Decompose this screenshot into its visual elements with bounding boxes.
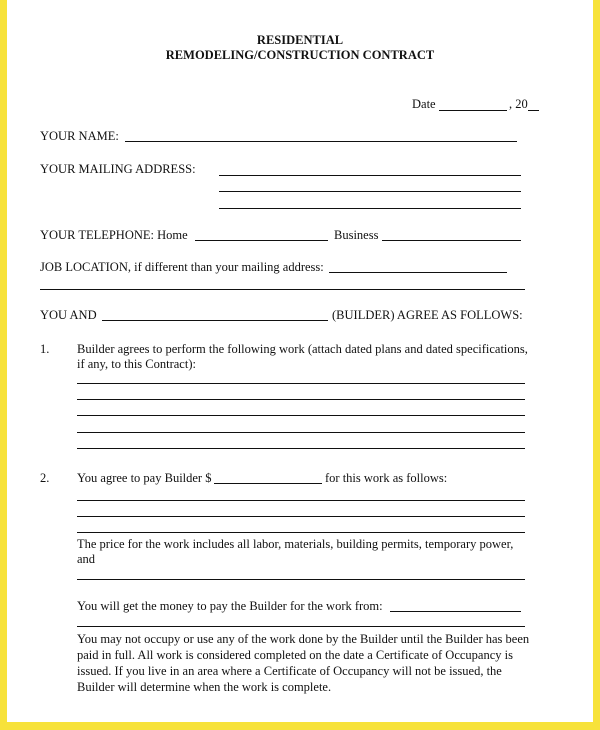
price-includes-field[interactable] bbox=[77, 579, 525, 580]
occupancy-line1: You may not occupy or use any of the work done by the Builder until the Builder has been bbox=[77, 632, 530, 646]
work-description-line-5[interactable] bbox=[77, 448, 525, 449]
pay-for-label: for this work as follows: bbox=[325, 471, 448, 485]
price-includes-line1: The price for the work includes all labor, materials, building permits, temporary power, bbox=[77, 537, 514, 551]
mailing-address-field-2[interactable] bbox=[219, 191, 521, 192]
job-location-label: JOB LOCATION, if different than your mailing address: bbox=[40, 260, 324, 274]
price-includes-line2: and bbox=[77, 552, 96, 566]
item1-text-line1: Builder agrees to perform the following work (attach dated plans and dated specifications, bbox=[77, 342, 528, 356]
money-source-field[interactable] bbox=[390, 611, 521, 612]
money-from-label: You will get the money to pay the Builder for the work from: bbox=[77, 599, 383, 613]
payment-terms-line-2[interactable] bbox=[77, 516, 525, 517]
pay-builder-label: You agree to pay Builder $ bbox=[77, 471, 212, 485]
builder-name-field[interactable] bbox=[102, 320, 328, 321]
occupancy-line2: paid in full. All work is considered completed on the date a Certificate of Occupancy is bbox=[77, 648, 513, 662]
date-year-label: , 20 bbox=[509, 97, 528, 111]
job-location-field-1[interactable] bbox=[329, 272, 507, 273]
your-name-field[interactable] bbox=[125, 141, 517, 142]
telephone-business-field[interactable] bbox=[382, 240, 521, 241]
date-field[interactable] bbox=[439, 110, 507, 111]
date-year-field[interactable] bbox=[528, 110, 539, 111]
your-name-label: YOUR NAME: bbox=[40, 129, 119, 143]
mailing-address-field-3[interactable] bbox=[219, 208, 521, 209]
you-and-label: YOU AND bbox=[40, 308, 97, 322]
telephone-home-label: YOUR TELEPHONE: Home bbox=[40, 228, 188, 242]
payment-terms-line-3[interactable] bbox=[77, 532, 525, 533]
item2-number: 2. bbox=[40, 471, 50, 485]
contract-page bbox=[7, 0, 593, 722]
payment-terms-line-1[interactable] bbox=[77, 500, 525, 501]
work-description-line-2[interactable] bbox=[77, 399, 525, 400]
title-residential: RESIDENTIAL bbox=[256, 33, 344, 47]
money-from-divider bbox=[77, 626, 525, 627]
telephone-business-label: Business bbox=[334, 228, 379, 242]
builder-agree-label: (BUILDER) AGREE AS FOLLOWS: bbox=[332, 308, 523, 322]
work-description-line-3[interactable] bbox=[77, 415, 525, 416]
work-description-line-4[interactable] bbox=[77, 432, 525, 433]
mailing-address-label: YOUR MAILING ADDRESS: bbox=[40, 162, 196, 176]
work-description-line-1[interactable] bbox=[77, 383, 525, 384]
job-location-field-2[interactable] bbox=[40, 289, 525, 290]
item1-number: 1. bbox=[40, 342, 50, 356]
date-label: Date bbox=[412, 97, 436, 111]
telephone-home-field[interactable] bbox=[195, 240, 328, 241]
occupancy-line4: Builder will determine when the work is complete. bbox=[77, 680, 332, 694]
pay-amount-field[interactable] bbox=[214, 483, 322, 484]
item1-text-line2: if any, to this Contract): bbox=[77, 357, 196, 371]
occupancy-line3: issued. If you live in an area where a Certificate of Occupancy will not be issued, the bbox=[77, 664, 502, 678]
mailing-address-field-1[interactable] bbox=[219, 175, 521, 176]
title-contract: REMODELING/CONSTRUCTION CONTRACT bbox=[165, 48, 435, 62]
